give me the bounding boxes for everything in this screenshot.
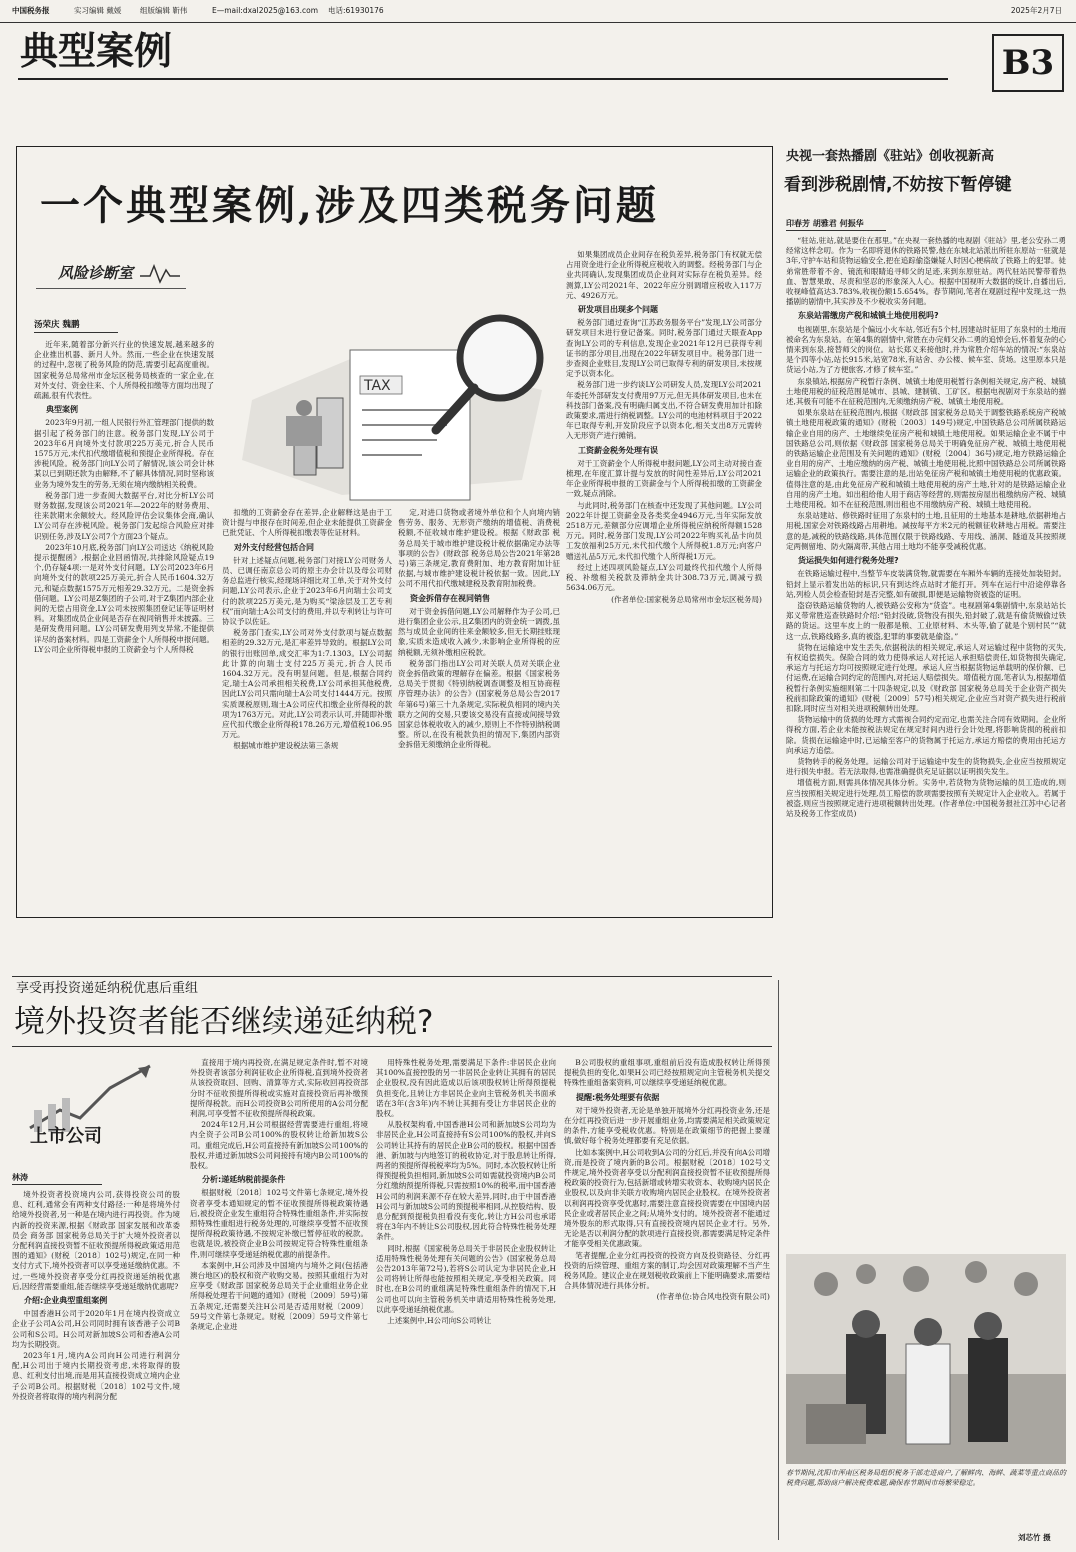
column-badge (30, 258, 190, 294)
page-number: B3 (992, 34, 1064, 92)
designer-credit: 组版编辑 靳伟 (140, 6, 188, 15)
article2-headline: 看到涉税剧情,不妨按下暂停键 (784, 175, 1012, 195)
tax-illustration (222, 280, 562, 502)
section-header (20, 26, 200, 76)
masthead-bar (0, 0, 1076, 23)
photo-credit: 刘芯竹 摄 (1018, 1533, 1051, 1542)
article3-kicker: 享受再投资递延纳税优惠后重组 (16, 981, 199, 996)
pulse-icon (140, 264, 180, 284)
subhead-5: 工资薪金税务处理有误 (578, 445, 658, 455)
subhead-case: 典型案例 (46, 405, 78, 415)
listed-company-title: 上市公司 (30, 1126, 102, 1147)
phone: 电话:61930176 (328, 6, 384, 15)
article1-author-unit: (作者单位:国家税务总局常州市金坛区税务局) (611, 594, 762, 604)
article3-author-unit: (作者单位:协合风电投资有限公司) (656, 1292, 770, 1302)
photo-caption: 春节期间,沈阳市浑南区税务局组织税务干部走进商户,了解鲜肉、海鲜、蔬菜等重点商品的税费问题,帮助商户解决税费难题,确保春节期间市场繁荣稳定。 (786, 1469, 1066, 1487)
article2-kicker: 央视一套热播剧《驻站》创收视新高 (786, 149, 995, 164)
article3-col2: 直接用于境内再投资,在满足规定条件时,暂不对境外投资者该部分利润征收企业所得税,直到境外投资者从该投资取回、回购、清算等方式,实际收回再投资部分时不征收预提所得税或实施对直接投资后再补缴预提所得税款。而H公司投资B公司所使用的A公司分配利润,可享受暂不征收预提所得税政策。 2024年12月,H公司根据经营需要进行重组,将境内全资子公司B公司100%的股权转让给新加坡S公司。重组完成后,H公司直接持有新加坡S公司100%的股权,并通过新加坡S公司间接持有境内B公司100%的股权。 分析:递延纳税前提条件 根据财税〔2018〕102号文件第七条规定,境外投资者享受本通知规定的暂不征收预提所得税政策待遇后,被投资企业发生重组符合特殊性重组条件,并实际按照特殊性重组进行税务处理的,可继续享受暂不征收预提所得税政策待遇,不按规定补缴已暂停征收的税款。也就是说,被投资企业B公司按规定符合特殊性重组条件,则可继续享受递延纳税优惠的前提条件。 本案例中,H公司涉及中国境内与境外之间(包括港澳台地区)的股权和资产收购交易。按照其重组行为对应享受《财政部 国家税务总局关于企业重组业务企业所得税处理若干问题的通知》(财税〔2009〕59号)第五条规定,还需要关注H公司是否适用财税〔2009〕59号文件第七条规定。财税〔2009〕59号文件第七条规定,企业进 (190, 1058, 368, 1332)
article3-subhead-1: 介绍:企业典型重组案例 (24, 1296, 108, 1306)
tax-label-text: TAX (364, 378, 391, 394)
article2-subhead-2: 货运损失如何进行税务处理? (798, 556, 899, 566)
news-photo (786, 1254, 1066, 1464)
article2-body: “驻站,驻站,就是要住在那里。”在央视一套热播的电视剧《驻站》里,老公安孙二勇经常这样念叨。作为一名即将退休的铁路民警,他在东城北站派出所驻东原站一驻就是3年,守护车站和货物运输安全,把在追踪偷盗嫌疑人时因心梗病故了铁路上的犯罪。徒弟常胜带着不舍、镜流和眼睛追寻师父的足迹,来到东原驻站。两代驻站民警带着热血、智慧果敢、尽责和坚忍的形象深入人心。根据中国视听大数据的统计,自播出后,收视峰值高达3.783%,收视份额15.654%。春节期间,笔者在观剧过程中发现,这一热播剧的剧情中,其实涉及不少税收实务问题。 东泉站需缴房产税和城镇土地使用税吗? 电视剧里,东泉站是个偏远小火车站,邻近有5个村,因建站时征用了东泉村的土地而被命名为东泉站。在第4集的剧情中,常胜在办完师父孙二勇的追悼会后,怀着复杂的心情来到东泉,接替师父的岗位。站长郑义来接他时,并为常胜介绍车站的情况:“东泉站是个四等小站,站长915米,站宽78米,有站舍、办公楼、候车室、货场。这里原本只是货运小站,为了方便旅客,才修了候车室。” 东泉镇站,根据房产税暂行条例、城镇土地使用税暂行条例相关规定,房产税、城镇土地使用税的征税范围是城市、县城、建制镇、工矿区。根据电视剧对于东泉站的描述,其极有可能不在征税范围内,无须缴纳房产税、城镇土地使用税。 如果东泉站在征税范围内,根据《财政部 国家税务总局关于调整铁路系统房产税城镇土地使用税政策的通知》(财税〔2003〕149号)规定,中国铁路总公司所属铁路运输企业自用的房产、土地继续免征房产税和城镇土地使用税。如果运输企业不属于中国铁路总公司,则依据《财政部 国家税务总局关于明确免征房产税、城镇土地使用税的铁路运输企业范围及有关问题的通知》(财税〔2004〕36号)规定,地方铁路运输企业自用的房产、土地应缴纳的房产税、城镇土地使用税,比照中国铁路总公司所属铁路运输企业的政策执行。需要注意的是,出站免征房产税和城镇土地使用税的优惠政策。值得注意的是,由此免征房产税和城镇土地使用税的房产土地,针对的是铁路运输企业自用的房产土地。如出租给他人用于商店等经营的,则需按房屋出租缴纳房产税、城镇土地使用税。如不在征税范围,则出租也不用缴纳房产税、城镇土地使用税。 东泉站建站、修铁路时征用了东泉村的土地,且征用的土地基本是耕地,依据耕地占用税,国家会对铁路线路占用耕地。减按每平方米2元的税额征收耕地占用税。需要注意的是,减税的铁路线路,具体范围仅限于铁路线路、专用线、涵洞、隧道及其按照规定两侧留地、防火隔离带,其他占用土地均不能享受减税优惠。 货运损失如何进行税务处理? 在铁路运输过程中,当整节车皮装满货物,就需要在车厢外车辆的连接处加装铅封。铅封上显示着发出站的标识,只有到达终点站时才能打开。列车在运行中沿途停靠各站,列检人员会检查铅封是否完整,如有破损,即便是运输物资被盗的证明。 盗窃铁路运输货物的人,被铁路公安称为“货盗”。电视剧第4集剧情中,东泉站站长郑义带常胜巡查铁路时介绍:“铅封没破,货物没有损失,铅封破了,就是有偷货贼偷过铁路的货运。这里车皮上的一般都是粮、工业原材料、木头等,偷了就是个别村民”“就这一点,铁路线路多,真的被盗,犯罪的事要就是偷盗。” 货物在运输途中发生丢失,依据税法的相关规定,承运人对运输过程中货物的灭失,有权追偿损失。保险合同的效力使得承运人对托运人承担赔偿责任,如货物损失确定,承运方与托运方均可按照规定进行处理。承运人应当根据货物运单载明的保价额、已付运费,在运输合同约定的范围内,对托运人赔偿损失。增值税方面,笔者认为,根据增值税暂行条例实施细则第二十四条规定,以及《财政部 国家税务总局关于企业资产损失税前扣除政策的通知》(财税〔2009〕57号)相关规定,企业应当对资产损失进行税前扣除,同时应当对相关进项税额转出处理。 货物运输中的货损的处理方式需视合同约定而定,也需关注合同有效期间。企业所得税方面,若企业未能按税法规定在规定时间内进行会计处理,将影响货损的税前扣除。货损在运输途中时,已运输至客户的货物属于托运方,承运方赔偿的费用由托运方向承运方追偿。 货物转手的税务处理。运输公司对于运输途中发生的货物损失,企业应当按照规定进行损失申报。若无法取得,也需准确提供充足证据以证明损失发生。 增值税方面,则需具体情况具体分析。实务中,若货物为货物运输的员工造成的,则应当按照相关规定进行处理,员工赔偿的款项需要按照有关规定计入企业收入。若属于被盗,则应当按照规定进行进项税额转出处理。(作者单位:中国税务报社江苏中心记者站及税务工作室成员) (786, 236, 1066, 818)
article1-byline: 汤荣庆 魏鹏 (34, 320, 80, 330)
header-rule (18, 78, 948, 80)
column-name: 风险诊断室 (58, 264, 134, 282)
article3-subhead-2: 分析:递延纳税前提条件 (202, 1175, 286, 1185)
article2-byline: 印春芳 胡雅君 何振华 (786, 219, 864, 228)
article1-headline: 一个典型案例,涉及四类税务问题 (40, 182, 659, 229)
subhead-3: 资金拆借存在视同销售 (410, 593, 490, 603)
section-title: 典型案例 (20, 28, 173, 73)
article3-byline: 林涛 (12, 1173, 28, 1182)
editor-credit: 实习编辑 戴媛 (74, 6, 122, 15)
article3-col4: B公司股权的重组事项,重组前后没有造成股权转让所得预提税负担的变化,如果H公司已经按照规定向主管税务机关提交特殊性重组备案资料,可以继续享受递延纳税优惠。 提醒:税务处理要有依据 对于境外投资者,无论是单独开展境外分红再投资业务,还是在分红再投资后进一步开展重组业务,均需要满足相关政策规定的条件,方能享受税收优惠。特别是在政策细节的把握上要谨慎,做好每个税务处理都要有充足依据。 比如本案例中,H公司收到A公司的分红后,并没有向A公司增资,而是投资了境内新的B公司。根据财税〔2018〕102号文件规定,境外投资者享受以分配利润直接投资暂不征收预提所得税政策的投资行为,包括新增或转增实收资本、收购境内居民企业股权,以及向非关联方收购境内居民企业股权。在境外投资者以利润再投资享受优惠时,需要注意直接投资需要在中国境内居民企业或者居民企业之间;从境外支付的。境外投资者不能通过境外股东的形式取得,只有直接投资境内居民企业才行。另外,无论是否以利润分配的款项进行直接投资,都需要满足特定条件才能享受相关优惠政策。 笔者提醒,企业分红再投资的投资方向及投资路径、分红再投资的后续管理、重组方案的制订,均会因对政策理解不当产生税务风险。建议企业在规划税收政策前上下能明确要求,需要结合具体情况进行具体分析。 (作者单位:协合风电投资有限公司) (564, 1058, 770, 1302)
paper-name: 中国税务报 (12, 6, 50, 15)
subhead-4: 研发项目出现多个问题 (578, 305, 658, 315)
photo-illustration (786, 1254, 1066, 1464)
article3-col1: 境外投资者投资境内公司,获得投资公司的股息、红利,通常会有两种支付路径:一种是将境外付给境外投资者,另一种是在境内进行再投资。作为境内新的投资来源,根据《财政部 国家发展和改革委员会 商务部 国家税务总局关于扩大境外投资者以分配利润直接投资暂不征收预提所得税政策适用范围的通知》(财税〔2018〕102号)规定,在同一种支付方式下,境外投资者可以享受递延缴纳优惠。不过,一些境外投资者享受分红再投资递延纳税优惠后,因经营需要重组,能否继续享受递延缴纳优惠呢? 介绍:企业典型重组案例 中国香港H公司于2020年1月在境内投资成立企业子公司A公司,H公司同时拥有该香港子公司B公司和S公司。H公司对新加坡S公司和香港A公司均为长期投资。 2023年1月,境内A公司向H公司进行利润分配,H公司出于境内长期投资考虑,未将取得的股息、红利支付出境,而是用其直接投资成立境内企业子公司B公司。根据财税〔2018〕102号文件,境外投资者将取得的境内利润分配 (12, 1190, 180, 1401)
article3-col3: 用特殊性税务处理,需要满足下条件:非居民企业向其100%直接控股的另一非居民企业转让其拥有的居民企业股权,没有因此造成以后该项股权转让所得预提税负担变化,且转让方非居民企业向主管税务机关书面承诺在3年(含3年)内不转让其拥有受让方非居民企业的股权。 从股权架构看,中国香港H公司和新加坡S公司均为非居民企业,H公司直接持有S公司100%的股权,并向S公司转让其持有的居民企业B公司的股权。根据中国香港、新加坡与内地签订的税收协定,对于股息转让所得,两者的预提所得税税率均为5%。同时,本次股权转让所得预提税负担相同,新加坡S公司如需就投资境内B公司分红缴纳预提所得税,只需按照10%的税率,而中国香港H公司的利润来源不存在较大差异,同时,由于中国香港H公司与新加坡S公司的预提税率相同,从控股结构、股息分配到预提税负担看没有变化,转让方H公司也承诺将在3年内不转让S公司股权,因此符合特殊性税务处理条件。 同时,根据《国家税务总局关于非居民企业股权转让适用特殊性税务处理有关问题的公告》(国家税务总局公告2013年第72号),若将S公司认定为非居民企业,H公司将转让所得也能按照相关规定,享受相关政策。同时也,在B公司的重组满足特殊性重组条件的情况下,H公司也可以向主管税务机关申请适用特殊性税务处理,以此享受递延纳税优惠。 上述案例中,H公司向S公司转让 (376, 1058, 556, 1326)
article1-col3: 定,对进口货物或者境外单位和个人向境内销售劳务、服务、无形资产缴纳的增值税、消费税税额,不征收城市维护建设税。根据《财政部 税务总局关于城市维护建设税计税依据确定办法等事项的公告》(财政部 税务总局公告2021年第28号)第三条规定,教育费附加、地方教育附加计征依据,与城市维护建设税计税依据一致。因此,LY公司不用代扣代缴城建税及教育附加税费。 资金拆借存在视同销售 对于资金拆借问题,LY公司解释作为子公司,已进行集团企业公示,且Z集团内的资金统一调拨,虽然与成员企业间的往来金额较多,但无长期挂账现象,实质未造成收入减少,未影响企业所得税的应纳税额,无须补缴相应税款。 税务部门指出LY公司对关联人员对关联企业资金拆借政策的理解存在偏差。根据《国家税务总局关于贯彻《特别纳税调查调整及相互协商程序管理办法》的公告》(国家税务总局公告2017年第6号)第三十九条规定,实际税负相同的境内关联方之间的交易,只要该交易没有直接或间接导致国家总体税收收入的减少,原则上不作特别纳税调整。所以,在没有税款负担的情况下,集团内部资金拆借无须缴纳企业所得税。 (398, 508, 560, 750)
issue-date: 2025年2月7日 (1010, 6, 1062, 15)
article1-col2: 扣缴的工资薪金存在差异,企业解释这是由于工资计提与申报存在时间差,但企业未能提供工资薪金已批凭证、个人所得税扣缴表等佐证材料。 对外支付经营包括合同 针对上述疑点问题,税务部门对接LY公司财务人员、已调任南京总公司的原主办会计以及母公司财务总监进行核实,经现场详细比对工单,关于对外支付问题,LY公司表示,企业于2023年6月向瑞士公司支付的款项225万美元,是为购买“梁涂层及工艺专利权”而向瑞士A公司支付的费用,并以专利转让与许可协议予以佐证。 税务部门查实,LY公司对外支付款项与疑点数据相差的29.32万元,是汇率差异导致的。根据LY公司的银行出账回单,成交汇率为1:7.1303。LY公司据此计算的向瑞士支付225万美元,折合人民币1604.32万元。没有明显问题。但是,根据合同约定,瑞士A公司承担相关税费,LY公司承担其他税费,因此LY公司只需向瑞士A公司支付1444万元。按照实质课税原则,瑞士A公司应代扣缴企业所得税的款项为1763万元。对此,LY公司表示认可,并随即补缴应代扣代缴企业所得税178.26万元,增值税106.95万元。 根据城市维护建设税法第三条规 (222, 508, 392, 751)
article1-col4: 如果集团成员企业间存在税负差异,税务部门有权就无偿占用资金进行企业所得税应税收入的调整。经税务部门与企业共同确认,发现集团成员企业间对实际存在税负差异。经测算,LY公司2021年、2022年应分别调增应税收入117万元、4926万元。 研发项目出现多个问题 税务部门通过查询“江苏政务服务平台”发现,LY公司部分研发项目未进行登记备案。同时,税务部门通过天眼查App查询LY公司的专利信息,发现企业2021年12月已获得专利证书的部分项目,出现在2022年研发项目中。税务部门进一步查阅企业账目,发现LY公司已取得专利的研发项目,未按规定予以资本化。 税务部门进一步约谈LY公司研发人员,发现LY公司2021年委托外部研发支付费用97万元,但无具体研发项目,也未在科技部门备案,没有明确归属支出,不符合研发费用加计扣除政策要求,需进行纳税调整。LY公司的电池材料项目于2022年已取得专利,开发阶段应予以资本化,相关支出8万元需转入无形资产进行摊销。 工资薪金税务处理有误 对于工资薪金个人所得税申报问题,LY公司主动对接自查梳理,在年度汇算计提与发放的时间性差异后,LY公司2021年企业所得税申报的工资薪金与个人所得税扣缴的工资薪金一致,疑点消除。 与此同时,税务部门在核查中还发现了其他问题。LY公司2022年计提工资薪金及各类奖金4946万元,当年实际发放2518万元,差额部分应调增企业所得税应纳税所得额1528万元。同时,税务部门发现,LY公司2022年购买礼品卡向员工发放福利25万元,未代扣代缴个人所得税1.8万元;向客户赠送礼品5万元,未代扣代缴个人所得税1万元。 经过上述四项风险疑点,LY公司最终代扣代缴个人所得税、补缴相关税款及滞纳金共计308.73万元,调减亏损5634.06万元。 (作者单位:国家税务总局常州市金坛区税务局) (566, 250, 762, 604)
article3-subhead-3: 提醒:税务处理要有依据 (576, 1092, 660, 1102)
email: E—mail:dxal2025@163.com (212, 6, 319, 15)
article1-col1: 近年来,随着部分新兴行业的快速发展,越来越多的企业推出机器、新月人外。然而,一些企业在快速发展的过程中,忽视了税务风险的防范,需要引起高度重视。国家税务总局常州市金坛区税务局核查的一家企业,在对外支付、资金往来、个人所得税扣缴等方面均出现了疏漏,很有代表性。 典型案例 2023年9月初,一组人民银行外汇管理部门提供的数据引起了税务部门的注意。税务部门发现,LY公司于2023年6月向境外支付款项225万美元,折合人民币1575万元,未代扣代缴增值税和预提企业所得税。存在涉税风险。税务部门向LY公司了解情况,该公司会计林某以已到期还款为由解释,不了解具体情况,同时坚称该业务为境外发生的劳务,无须在境内缴纳相关税费。 税务部门进一步查阅大数据平台,对比分析LY公司财务数据,发现该公司2021年—2022年的财务费用、往来款期末余额较大。经风险评估会议集体会商,确认LY公司存在涉税风险。税务部门发起综合风险应对排识别任务,涉及LY公司7个方面23个疑点。 2023年10月底,税务部门向LY公司送达《纳税风险提示提醒函》,根据企业回函情况,共排除风险疑点19个,仍存疑4项:一是对外支付问题。LY公司2023年6月向境外支付的款项225万美元,折合人民币1604.32万元,和疑点数据1575万元相差29.32万元。二是资金拆借问题。LY公司是Z集团的子公司,对于Z集团内部企业间的无偿占用资金,LY公司未按照集团登记证等证明材料。对集团成员企业间是否存在视同销售并未披露。三是研发费用问题。LY公司研发费用列支异常,不能提供详尽的备案材料。四是工资薪金个人所得税申报问题。LY公司企业所得税申报的工资薪金与个人所得税 (34, 340, 214, 654)
listed-company-badge (20, 1058, 170, 1168)
article3-headline: 境外投资者能否继续递延纳税? (14, 1004, 434, 1040)
article2-subhead-1: 东泉站需缴房产税和城镇土地使用税吗? (798, 311, 939, 321)
subhead-2: 对外支付经营包括合同 (234, 542, 314, 552)
